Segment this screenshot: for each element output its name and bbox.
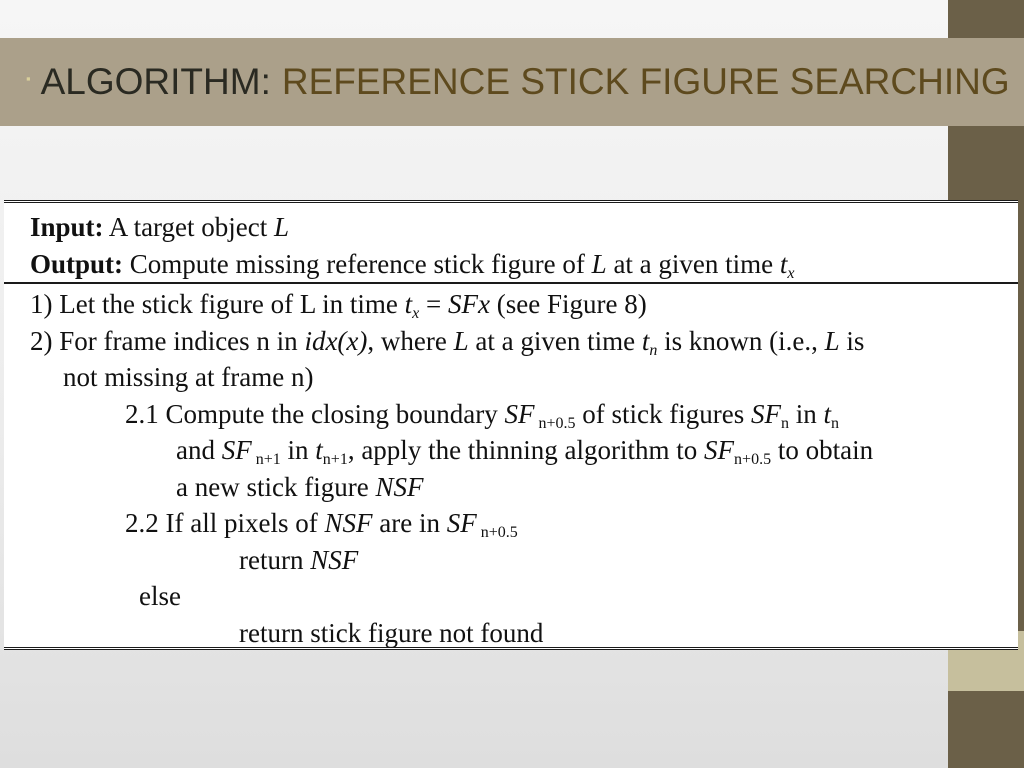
step-1: 1) Let the stick figure of L in time $t_x$ = SFx (see Figure 8) xyxy=(30,289,647,322)
return-not-found-line: return stick figure not found xyxy=(239,617,544,648)
algorithm-box xyxy=(4,200,1018,650)
step-2-1-line-3: a new stick figure NSF xyxy=(176,471,424,502)
step-2: 2) For frame indices n in idx(x), where L at a given time $t_n$ is known (i.e., L is xyxy=(30,325,865,359)
input-line: Input: A target object L xyxy=(30,212,290,242)
step-2-1: 2.1 Compute the closing boundary SF $_{n+0.5}$ of stick figures $SF_n$ in $t_n$ xyxy=(125,398,839,432)
title-text: REFERENCE STICK FIGURE SEARCHING xyxy=(281,61,1010,102)
output-line: Output: Compute missing reference stick figure of L at a given time $t_x$ xyxy=(4,246,1018,285)
input-label: Input: xyxy=(30,212,104,242)
else-line: else xyxy=(139,581,181,611)
title-prefix: ALGORITHM: xyxy=(40,61,271,102)
title-bullet-icon: ▪ xyxy=(26,70,31,86)
side-strip-top xyxy=(948,0,1024,38)
return-nsf-line: return NSF xyxy=(239,544,359,575)
output-label: Output: xyxy=(30,248,124,279)
title-bar xyxy=(0,38,1024,126)
step-2-1-line-2: and SF $_{n+1}$ in $t_{n+1}$, apply the thinning algorithm to $SF_{n+0.5}$ to obtain xyxy=(176,435,874,468)
step-2-2: 2.2 If all pixels of NSF are in SF $_{n+0.5}$ xyxy=(125,508,518,541)
side-strip-bottom xyxy=(948,691,1024,768)
step-2-continued: not missing at frame n) xyxy=(63,362,314,392)
